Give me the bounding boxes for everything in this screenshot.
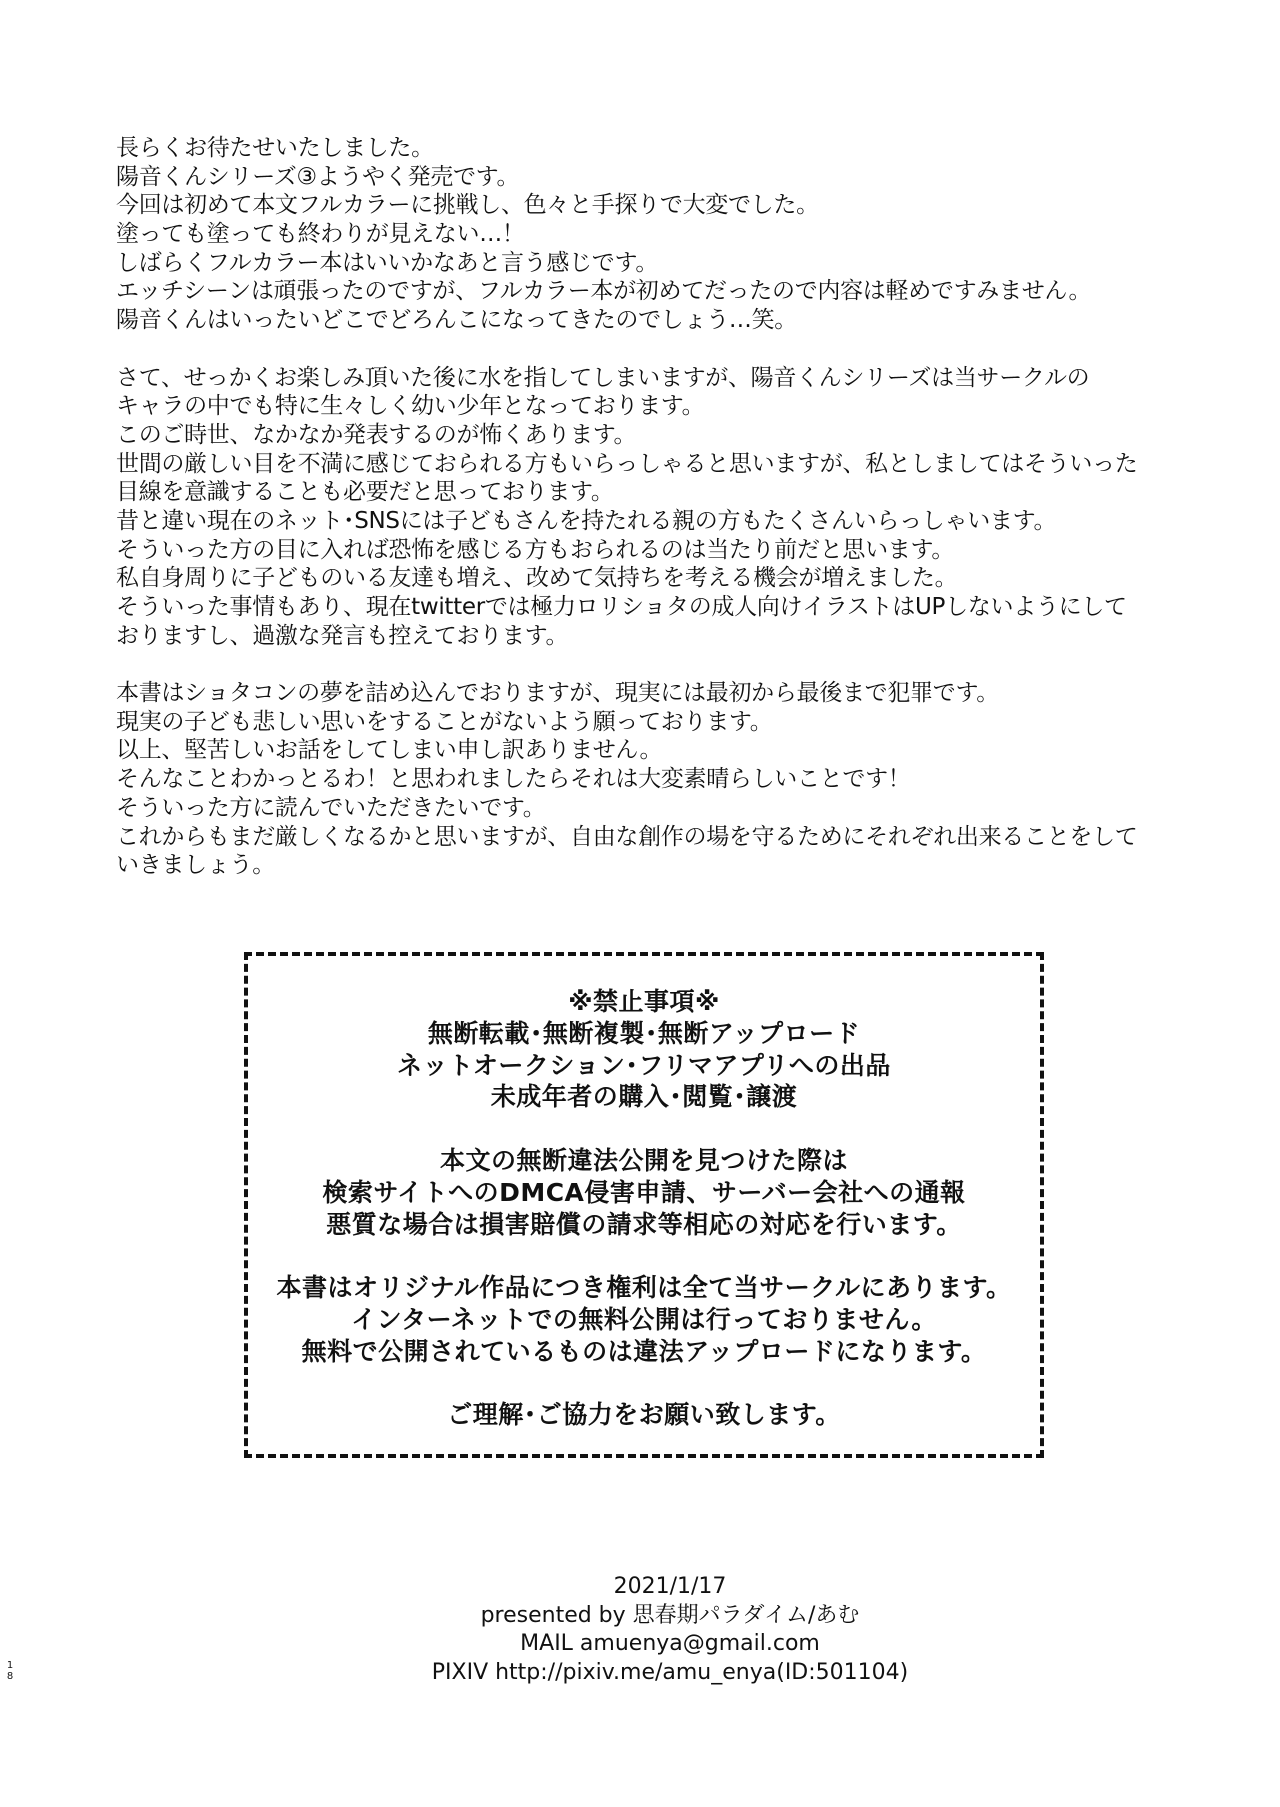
notice-line: 無料で公開されているものは違法アップロードになります。 xyxy=(301,1336,987,1366)
text-line: 私自身周りに子どものいる友達も増え、改めて気持ちを考える機会が増えました。 xyxy=(116,565,958,592)
text-line: 長らくお待たせいたしました。 xyxy=(116,135,434,161)
notice-line: ご理解･ご協力をお願い致します。 xyxy=(447,1400,841,1430)
paragraph xyxy=(116,364,1216,651)
notice-block xyxy=(248,1272,1040,1367)
text-line: しばらくフルカラー本はいいかなあと言う感じです。 xyxy=(116,249,659,276)
notice-block xyxy=(248,986,1040,1113)
notice-block xyxy=(248,1399,1040,1431)
pixiv-link: PIXIV http://pixiv.me/amu_enya(ID:501104) xyxy=(431,1659,909,1685)
paragraph xyxy=(116,679,1216,880)
text-line: 今回は初めて本文フルカラーに挑戦し、色々と手探りで大変でした。 xyxy=(116,192,819,219)
notice-line: ※禁止事項※ xyxy=(568,987,720,1016)
text-line: 塗っても塗っても終わりが見えない…！ xyxy=(116,221,525,248)
text-line: 陽音くんシリーズ③ようやく発売です。 xyxy=(116,163,520,190)
notice-line: 悪質な場合は損害賠償の請求等相応の対応を行います。 xyxy=(326,1209,962,1239)
colophon xyxy=(0,1573,1280,1687)
paragraph xyxy=(116,134,1216,335)
text-line: 陽音くんはいったいどこでどろんこになってきたのでしょう…笑。 xyxy=(116,307,798,334)
afterword-text xyxy=(116,134,1216,909)
notice-line: インターネットでの無料公開は行っておりません。 xyxy=(351,1304,937,1334)
text-line: これからもまだ厳しくなるかと思いますが、自由な創作の場を守るためにそれぞれ出来ることをして xyxy=(116,823,1138,850)
prohibited-notice-box xyxy=(244,952,1044,1458)
notice-line: 本書はオリジナル作品につき権利は全て当サークルにあります。 xyxy=(276,1273,1012,1303)
notice-line: ネットオークション･フリマアプリへの出品 xyxy=(397,1050,891,1080)
text-line: そういった事情もあり、現在twitterでは極力ロリショタの成人向けイラストはUPしないようにして xyxy=(116,594,1127,620)
text-line: いきましょう。 xyxy=(116,852,275,879)
text-line: そういった方の目に入れば恐怖を感じる方もおられるのは当たり前だと思います。 xyxy=(116,536,955,563)
page-number xyxy=(6,1660,14,1682)
notice-line: 検索サイトへのDMCA侵害申請、サーバー会社への通報 xyxy=(322,1177,966,1207)
text-line: キャラの中でも特に生々しく幼い少年となっております。 xyxy=(116,393,705,420)
text-line: そういった方に読んでいただきたいです。 xyxy=(116,794,546,821)
text-line: 本書はショタコンの夢を詰め込んでおりますが、現実には最初から最後まで犯罪です。 xyxy=(116,680,1000,707)
text-line: 現実の子ども悲しい思いをすることがないよう願っております。 xyxy=(116,708,773,735)
page-number-digit: 8 xyxy=(6,1671,14,1682)
text-line: このご時世、なかなか発表するのが怖くあります。 xyxy=(116,421,637,448)
text-line: 目線を意識することも必要だと思っております。 xyxy=(116,479,614,506)
notice-line: 未成年者の購入･閲覧･譲渡 xyxy=(490,1082,798,1112)
text-line: 昔と違い現在のネット･SNSには子どもさんを持たれる親の方もたくさんいらっしゃいます。 xyxy=(116,507,1057,534)
text-line: そんなことわかっとるわ！と思われましたらそれは大変素晴らしいことです！ xyxy=(116,766,911,793)
text-line: 以上、堅苦しいお話をしてしまい申し訳ありません。 xyxy=(116,737,663,764)
notice-line: 本文の無断違法公開を見つけた際は xyxy=(439,1145,848,1175)
text-line: さて、せっかくお楽しみ頂いた後に水を指してしまいますが、陽音くんシリーズは当サークルの xyxy=(116,364,1090,391)
presented-by: presented by 思春期パラダイム/あむ xyxy=(480,1602,860,1628)
publication-date: 2021/1/17 xyxy=(613,1574,727,1599)
notice-line: 無断転載･無断複製･無断アップロード xyxy=(427,1018,861,1048)
text-line: エッチシーンは頑張ったのですが、フルカラー本が初めてだったので内容は軽めですみません。 xyxy=(116,278,1092,305)
page-number-digit: 1 xyxy=(6,1660,14,1671)
text-line: おりますし、過激な発言も控えております。 xyxy=(116,622,569,649)
text-line: 世間の厳しい目を不満に感じておられる方もいらっしゃると思いますが、私としましてはそういった xyxy=(116,450,1138,477)
notice-block xyxy=(248,1145,1040,1240)
mail-address: MAIL amuenya@gmail.com xyxy=(520,1631,820,1656)
